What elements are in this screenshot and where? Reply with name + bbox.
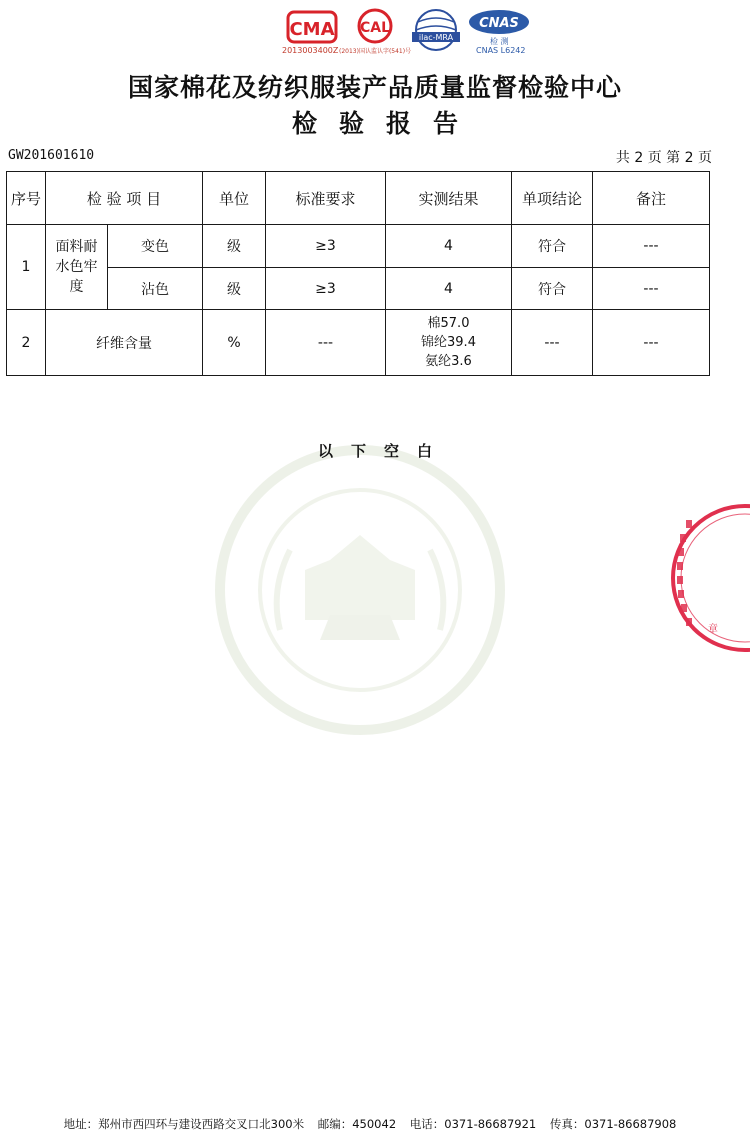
col-header-unit: 单位 <box>203 172 266 225</box>
conclusion-cell: --- <box>512 310 593 376</box>
result-cell: 4 <box>386 225 512 268</box>
item-name: 纤维含量 <box>46 310 203 376</box>
conclusion-cell: 符合 <box>512 268 593 310</box>
report-number: GW201601610 <box>8 148 95 163</box>
requirement-cell: ≥3 <box>266 225 386 268</box>
unit-cell: % <box>203 310 266 376</box>
cma-number: 2013003400Z <box>282 46 339 55</box>
seal-label: 章 <box>708 624 718 635</box>
table-row <box>7 268 710 310</box>
cnas-number: CNAS L6242 <box>476 46 526 55</box>
table-header-row <box>7 172 710 225</box>
col-header-no: 序号 <box>7 172 46 225</box>
page-info: 共 2 页 第 2 页 <box>615 150 712 166</box>
ilac-logo-text: ilac-MRA <box>418 33 454 42</box>
col-header-conclusion: 单项结论 <box>512 172 593 225</box>
cma-logo-text: CMA <box>289 19 335 40</box>
cal-number: (2013)国认监认字(541)号 <box>339 48 412 55</box>
sub-item: 沾色 <box>108 268 203 310</box>
col-header-result: 实测结果 <box>386 172 512 225</box>
ilac-mra-logo <box>408 8 464 60</box>
result-line: 棉57.0 <box>427 316 470 331</box>
cma-logo <box>282 8 342 60</box>
cnas-logo-text: CNAS <box>479 16 519 31</box>
requirement-cell: ≥3 <box>266 268 386 310</box>
item-name: 面料耐水色牢度 <box>46 225 108 310</box>
row-number: 2 <box>7 310 46 376</box>
remark-cell: --- <box>593 268 710 310</box>
footer-postcode: 邮编：450042 <box>317 1117 397 1131</box>
table-row <box>7 225 710 268</box>
report-title: 检验报告 <box>291 109 480 138</box>
table-row <box>7 310 710 376</box>
result-cell <box>386 310 512 376</box>
result-cell: 4 <box>386 268 512 310</box>
result-line: 氨纶3.6 <box>425 354 472 369</box>
remark-cell: --- <box>593 310 710 376</box>
footer-phone: 电话：0371-86687921 <box>409 1117 537 1131</box>
col-header-item: 检 验 项 目 <box>46 172 203 225</box>
cal-logo-text: CAL <box>359 20 391 36</box>
footer-fax: 传真：0371-86687908 <box>549 1117 677 1131</box>
requirement-cell: --- <box>266 310 386 376</box>
cal-logo <box>339 8 412 60</box>
cnas-logo <box>466 8 532 55</box>
unit-cell: 级 <box>203 268 266 310</box>
footer-address: 地址：郑州市西四环与建设西路交叉口北300米 <box>63 1117 305 1131</box>
organization-name: 国家棉花及纺织服装产品质量监督检验中心 <box>127 73 622 102</box>
results-table <box>6 171 710 376</box>
accreditation-logos <box>0 8 750 60</box>
cnas-label: 检 测 <box>490 37 509 46</box>
unit-cell: 级 <box>203 225 266 268</box>
col-header-remark: 备注 <box>593 172 710 225</box>
result-line: 锦纶39.4 <box>421 335 476 350</box>
official-seal <box>660 500 750 660</box>
row-number: 1 <box>7 225 46 310</box>
footer-contact <box>0 1116 750 1132</box>
remark-cell: --- <box>593 225 710 268</box>
watermark-emblem <box>210 440 510 740</box>
blank-below-note: 以下空白 <box>317 442 450 460</box>
col-header-requirement: 标准要求 <box>266 172 386 225</box>
sub-item: 变色 <box>108 225 203 268</box>
conclusion-cell: 符合 <box>512 225 593 268</box>
